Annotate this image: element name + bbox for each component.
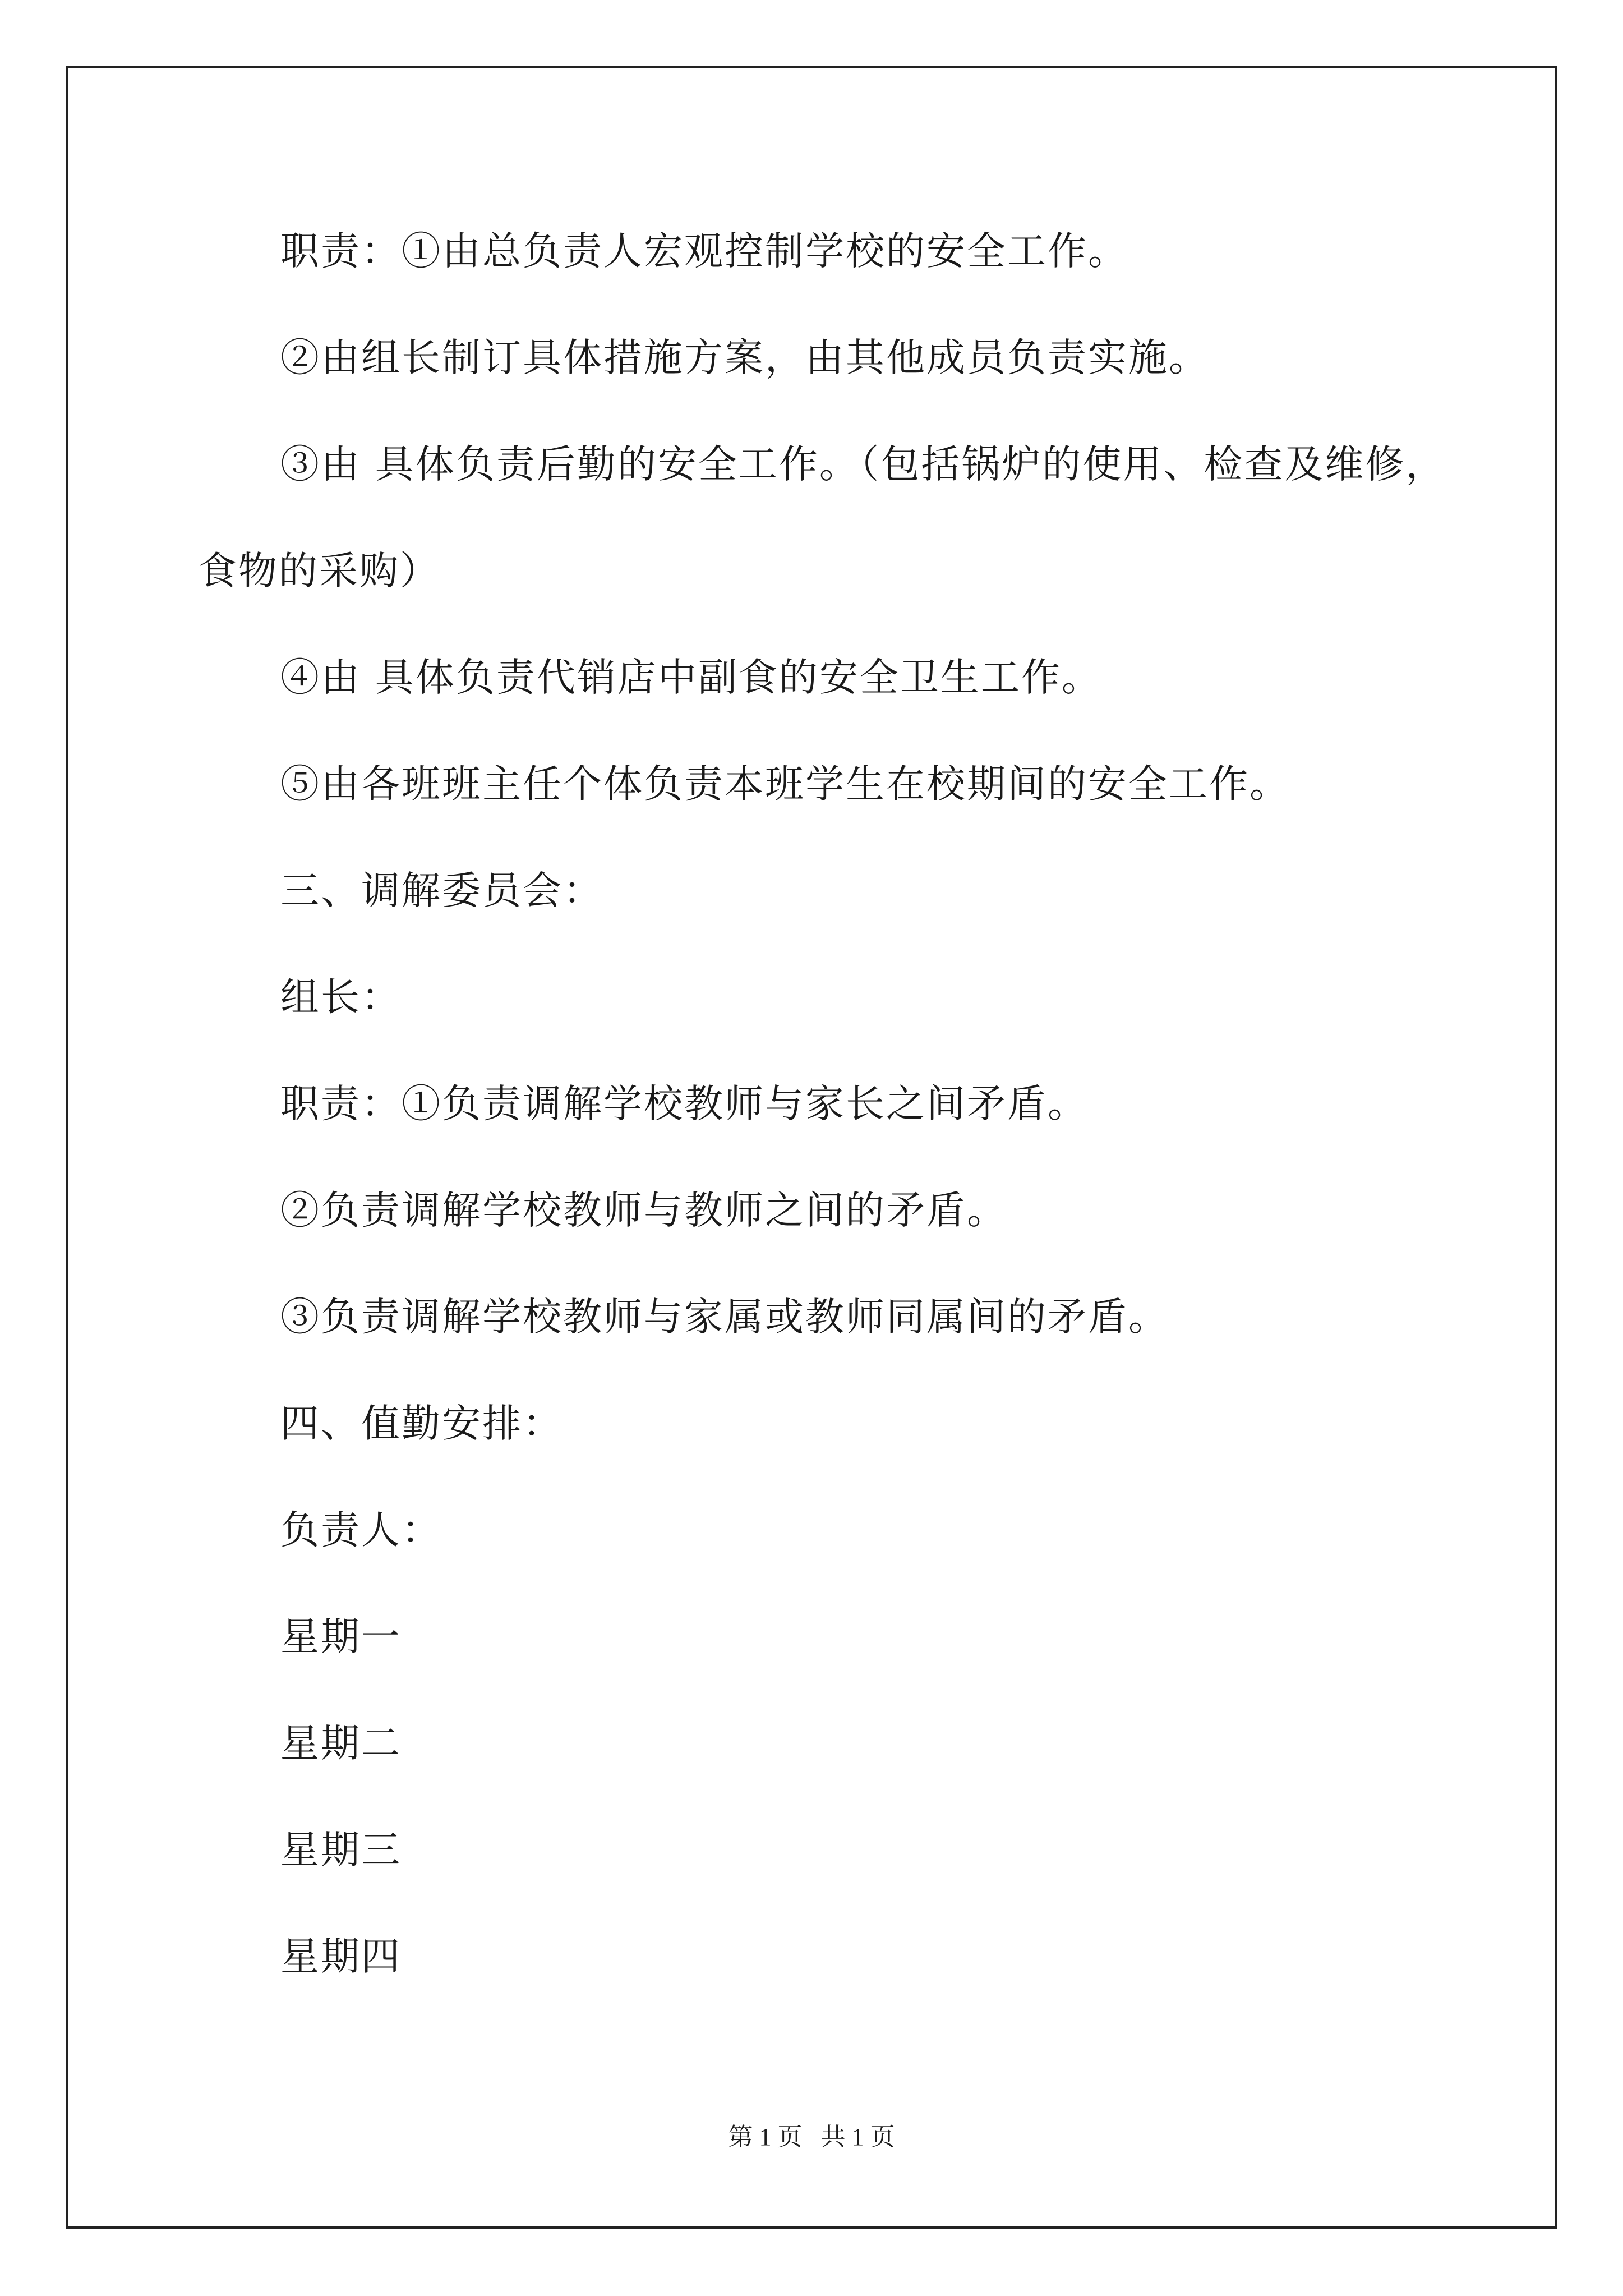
text-line: ③负责调解学校教师与家属或教师同属间的矛盾。 [280,1295,1169,1340]
text-line: 组长： [280,975,402,1020]
section-heading: 三、调解委员会： [280,868,603,913]
text-line: 星期三 [280,1828,402,1872]
text-line: 星期四 [280,1934,402,1979]
text-line: 职责：①负责调解学校教师与家长之间矛盾。 [280,1082,1088,1126]
text-line: 星期一 [280,1614,402,1659]
text-line: 负责人： [280,1508,442,1553]
text-line: 职责：①由总负责人宏观控制学校的安全工作。 [280,229,1128,274]
text-line: ④由 具体负责代销店中副食的安全卫生工作。 [280,655,1102,700]
text-line: ②负责调解学校教师与教师之间的矛盾。 [280,1188,1007,1233]
text-line: ②由组长制订具体措施方案，由其他成员负责实施。 [280,335,1209,380]
section-heading: 四、值勤安排： [280,1401,563,1446]
text-line: 食物的采购） [198,549,440,593]
text-line: ⑤由各班班主任个体负责本班学生在校期间的安全工作。 [280,762,1290,807]
text-line: ③由 具体负责后勤的安全工作。（包括锅炉的使用、检查及维修， [280,442,1446,487]
text-line: 星期二 [280,1721,402,1766]
page-number-footer: 第 1 页 共 1 页 [728,2123,895,2151]
